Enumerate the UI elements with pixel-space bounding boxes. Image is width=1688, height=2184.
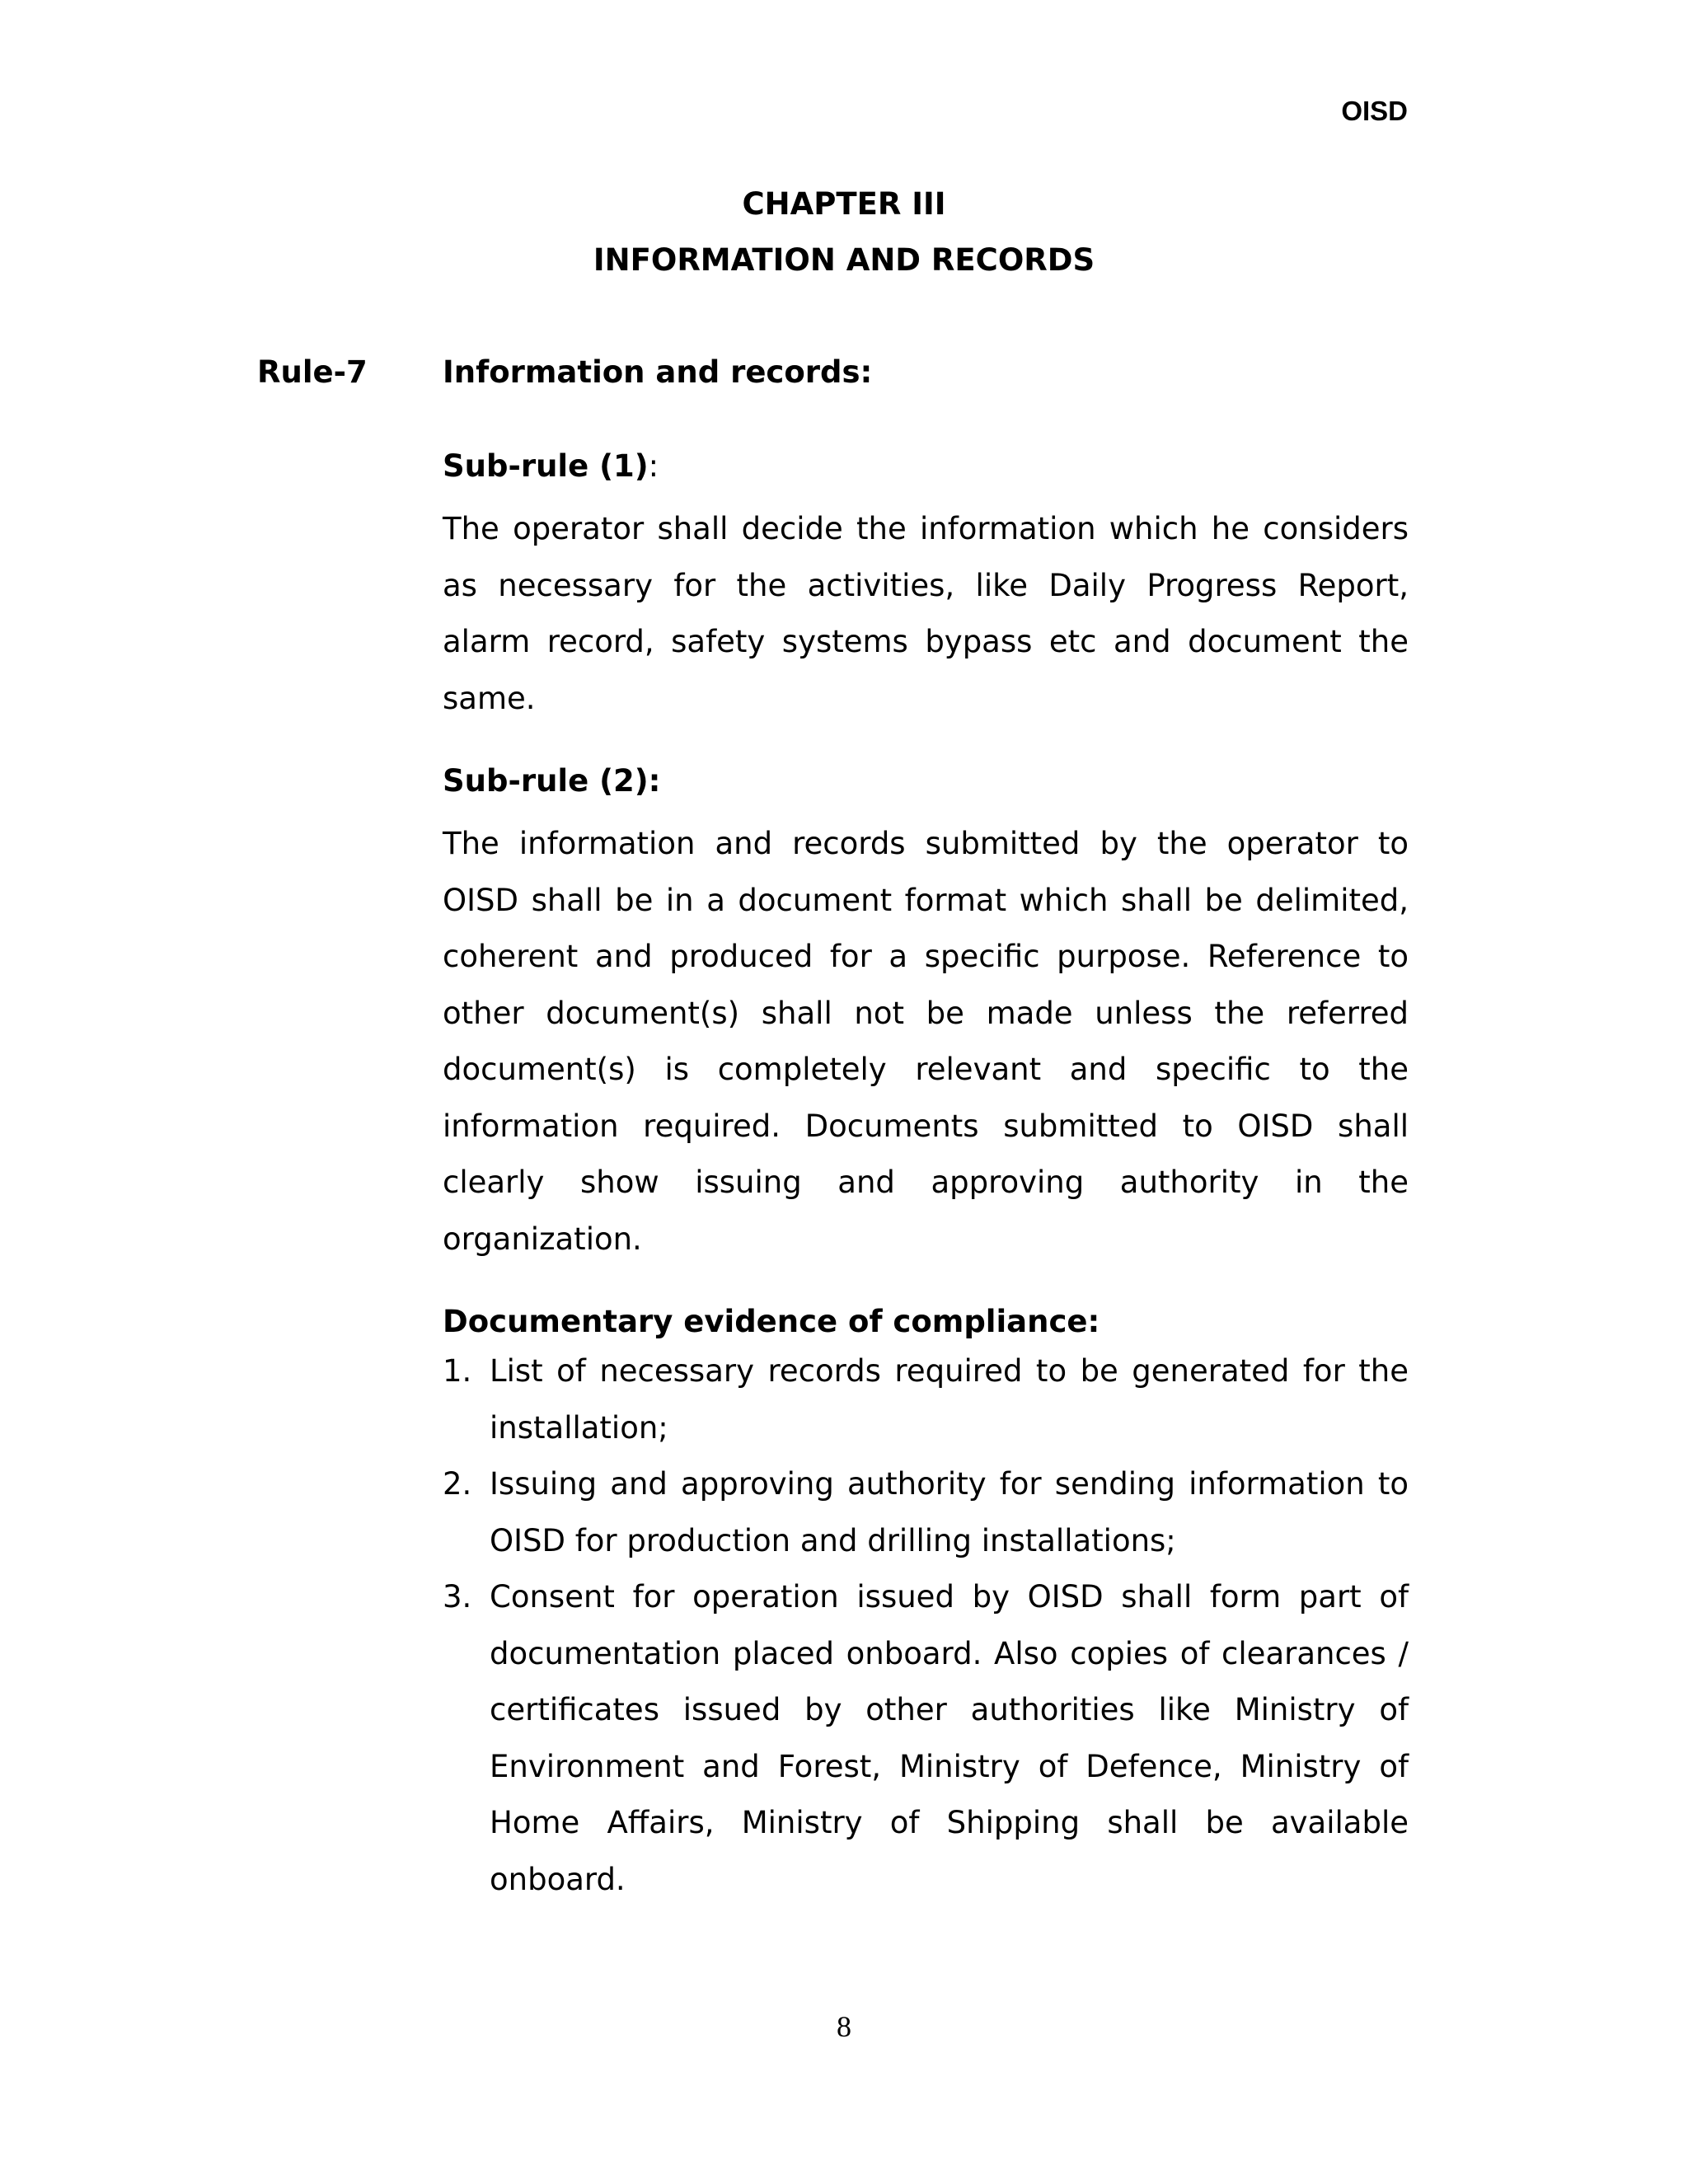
evidence-item <box>443 1343 1409 1456</box>
evidence-item-number: 2. <box>443 1466 472 1502</box>
evidence-heading: Documentary evidence of compliance: <box>443 1304 1100 1339</box>
evidence-item <box>443 1569 1409 1908</box>
subrule-2-text: The information and records submitted by the operator to OISD shall be in a document format which shall be delimited, coherent and produced for a specific purpose. Reference to other document(s) shall not be made unless the referred document(s) is completely relevant and specific to the information required. Documents submitted to OISD shall clearly show issuing and approving authority in the organization. <box>443 826 1409 1257</box>
evidence-list <box>443 1343 1409 1908</box>
chapter-subtitle: INFORMATION AND RECORDS <box>593 242 1095 278</box>
chapter-title: CHAPTER III <box>742 186 946 222</box>
evidence-item-text: Consent for operation issued by OISD shall form part of documentation placed onboard. Also copies of clearances / certificates issued by other authorities like Ministry of Environment and Forest, Ministry of Defence, Ministry of Home Affairs, Ministry of Shipping shall be available onboard. <box>490 1579 1409 1897</box>
rule-number: Rule-7 <box>257 354 368 390</box>
subrule-2-heading: Sub-rule (2): <box>443 763 661 799</box>
evidence-item <box>443 1456 1409 1569</box>
header-org-label: OISD <box>1341 96 1408 126</box>
subrule-1-text: The operator shall decide the information which he considers as necessary for the activities, like Daily Progress Report, alarm record, safety systems bypass etc and document the same. <box>443 511 1409 716</box>
evidence-item-number: 1. <box>443 1353 472 1389</box>
subrule-1-heading <box>443 448 1409 485</box>
page-number: 8 <box>837 2010 851 2043</box>
rule-content <box>443 354 1409 1908</box>
evidence-item-text: Issuing and approving authority for sending information to OISD for production and drilling installations; <box>490 1466 1409 1558</box>
evidence-item-number: 3. <box>443 1579 472 1615</box>
subrule-1-label: Sub-rule (1) <box>443 448 649 484</box>
subrule-1-colon: : <box>648 448 659 484</box>
rule-heading: Information and records: <box>443 354 873 390</box>
evidence-item-text: List of necessary records required to be generated for the installation; <box>490 1353 1409 1446</box>
